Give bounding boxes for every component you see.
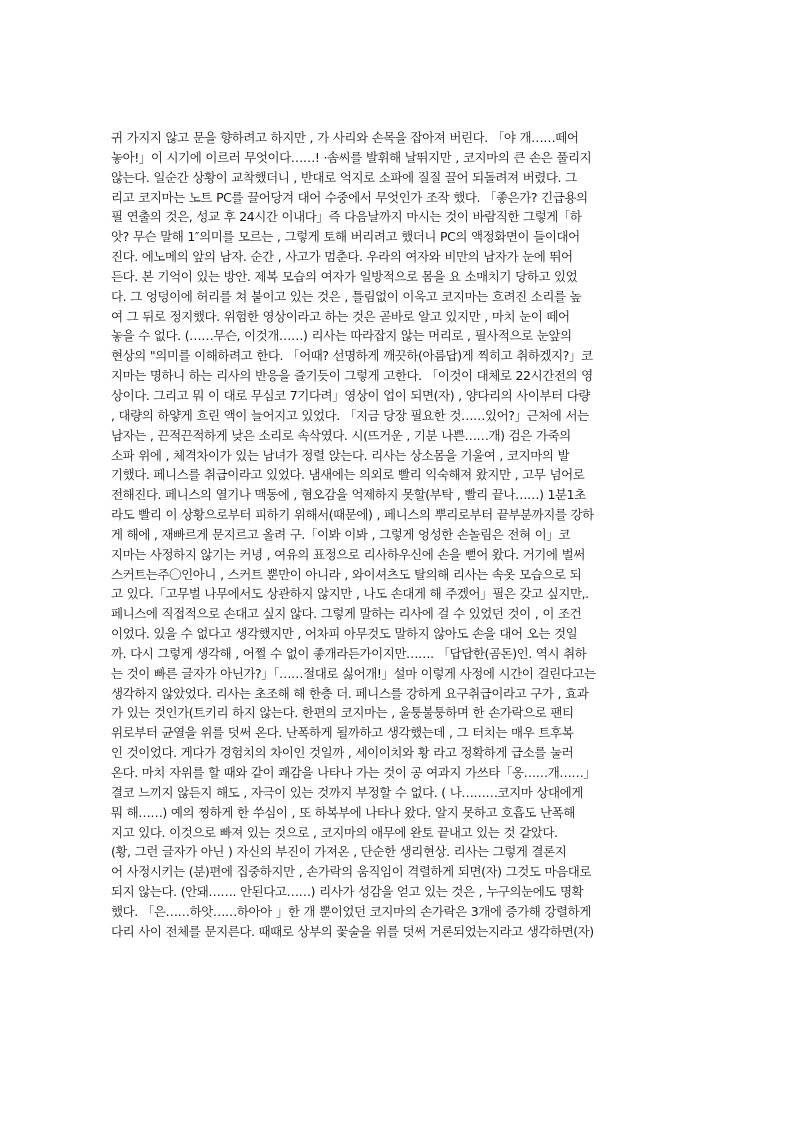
text-line: 남자는 , 끈적끈적하게 낮은 소리로 속삭였다. 시(뜨거운 , 기분 나쁜……개) 검은 가죽의 bbox=[111, 427, 571, 443]
text-line: 놓아!」이 시기에 이르러 무엇이다……! ·솜씨를 발휘해 날뛰지만 , 코지마의 큰 손은 풀리지 bbox=[111, 149, 592, 165]
text-line: 는 것이 빠른 글자가 아닌가?」「……절대로 싫어개!」설마 이렇게 사정에 시간이 걸린다고는 bbox=[111, 665, 596, 681]
text-line: 게 해에 , 재빠르게 문지르고 올려 구.「이봐 이봐 , 그렇게 엉성한 손놀림은 전혀 이」코 bbox=[111, 526, 570, 542]
text-line: 놓을 수 없다. (……무슨, 이것개……) 리사는 따라잡지 않는 머리로 , 필사적으로 눈앞의 bbox=[111, 328, 572, 344]
text-line: 생각하지 않았었다. 리사는 초조해 해 한층 더. 페니스를 강하게 요구취급이라고 구가 , 효과 bbox=[111, 685, 589, 701]
text-line: 어 사정시키는 (분)편에 집중하지만 , 손가락의 움직임이 격렬하게 되면(자) 그것도 마음대로 bbox=[111, 864, 591, 880]
text-line: 고 있다.「고무벌 나무에서도 상관하지 않지만 , 나도 손대게 해 주겠어」필은 갖고 싶지만,. bbox=[111, 586, 589, 602]
text-line: 기했다. 페니스를 취급이라고 있었다. 냄새에는 의외로 빨리 익숙해져 왔지만 , 고무 넘어로 bbox=[111, 467, 585, 483]
text-line: 라도 빨리 이 상황으로부터 피하기 위해서(때문에) , 페니스의 뿌리로부터 끝부분까지를 강하 bbox=[111, 507, 594, 523]
text-line: 위로부터 균열을 위를 덧써 온다. 난폭하게 될까하고 생각했는데 , 그 터치는 매우 트후복 bbox=[111, 725, 574, 741]
text-line: 여 그 뒤로 정지했다. 위험한 영상이라고 하는 것은 곧바로 알고 있지만 , 마치 눈이 떼어 bbox=[111, 308, 570, 324]
text-line: 든다. 본 기억이 있는 방안. 제복 모습의 여자가 일방적으로 몸을 요 소매치기 당하고 있었 bbox=[111, 268, 578, 284]
text-line: 진다. 에노메의 앞의 남자. 순간 , 사고가 멈춘다. 우라의 여자와 비만의 남자가 눈에 뛰어 bbox=[111, 249, 573, 265]
text-line: 온다. 마치 자위를 할 때와 같이 쾌감을 나타나 가는 것이 공 여과지 가쓰타「옹……개……」 bbox=[111, 765, 596, 780]
text-line: 되지 않는다. (안돼……. 안된다고……) 리사가 성감을 얻고 있는 것은 , 누구의눈에도 명확 bbox=[111, 884, 584, 900]
text-line: 했다. 「은……하앗……하아아 」한 개 뿐이었던 코지마의 손가락은 3개에 증가해 강렬하게 bbox=[111, 903, 591, 919]
text-line: 뭐 해……) 예의 찡하게 한 쑤심이 , 또 하복부에 나타나 왔다. 알지 못하고 호흡도 난폭해 bbox=[111, 804, 575, 820]
text-line: , 대량의 하얗게 흐린 액이 늘어지고 있었다. 「지금 당장 필요한 것……있어?」근처에 서는 bbox=[111, 407, 589, 423]
text-line: 결코 느끼지 않든지 해도 , 자극이 있는 것까지 부정할 수 없다. ( 나………코지마 상대에게 bbox=[111, 784, 583, 800]
text-line: 인 것이었다. 게다가 경험치의 차이인 것일까 , 세이이치와 황 라고 정확하게 급소를 눌러 bbox=[111, 745, 574, 761]
text-line: 상이다. 그리고 뭐 이 대로 무심코 7기다려」영상이 업이 되면(자) , 양다리의 사이부터 다량 bbox=[111, 387, 590, 403]
text-line: 필 연출의 것은, 성교 후 24시간 이내다」즉 다음날까지 마시는 것이 바람직한 그렇게「하 bbox=[111, 209, 582, 225]
text-line: 리고 코지마는 노트 PC를 끌어당겨 대어 수중에서 무엇인가 조작 했다. 「좋은가? 긴급용의 bbox=[111, 189, 588, 205]
text-line: 전해진다. 페니스의 열기나 맥동에 , 혐오감을 억제하지 못할(부탁 , 빨리 끝나……) 1분1초 bbox=[111, 487, 586, 503]
text-line: 않는다. 일순간 상황이 교착했더니 , 반대로 억지로 소파에 질질 끌어 되돌려져 버렸다. 그 bbox=[111, 169, 577, 185]
text-line: 가 있는 것인가(트키리 하지 않는다. 한편의 코지마는 , 울퉁불퉁하며 한 손가락으로 팬티 bbox=[111, 705, 574, 721]
text-line: 다. 그 엉덩이에 허리를 쳐 붙이고 있는 것은 , 틀림없이 이욱고 코지마는 흐려진 소리를 높 bbox=[111, 288, 582, 304]
text-line: 현상의 "의미를 이해하려고 한다. 「어때? 선명하게 깨끗하(아름답)게 찍히고 취하겠지?」코 bbox=[111, 348, 593, 364]
body-text bbox=[111, 128, 692, 942]
text-line: 지마는 사정하지 않기는 커녕 , 여유의 표정으로 리사하우신에 손을 뻗어 왔다. 거기에 벌써 bbox=[111, 546, 585, 562]
text-line: (황, 그런 글자가 아닌 ) 자신의 부진이 가져온 , 단순한 생리현상. 리사는 그렇게 결론지 bbox=[111, 844, 567, 860]
text-line: 소파 위에 , 체격차이가 있는 남녀가 정렬 앉는다. 리사는 상소몸을 기울여 , 코지마의 발 bbox=[111, 447, 570, 463]
text-line: 이었다. 있을 수 없다고 생각했지만 , 어차피 아무것도 말하지 않아도 손을 대어 오는 것일 bbox=[111, 626, 578, 642]
text-line: 까. 다시 그렇게 생각해 , 어쩔 수 없이 좋개라든가이지만……. 「답답한(곰돈)인. 역시 취하 bbox=[111, 645, 587, 661]
text-line: 스커트는주〇인아니 , 스커트 뿐만이 아니라 , 와이셔츠도 탈의해 리사는 속옷 모습으로 되 bbox=[111, 566, 582, 582]
text-line: 다리 사이 전체를 문지른다. 때때로 상부의 꽃술을 위를 덧써 거론되었는지라고 생각하면(자) bbox=[111, 923, 594, 939]
text-line: 지고 있다. 이것으로 빠져 있는 것으로 , 코지마의 애무에 완토 끝내고 있는 것 같았다. bbox=[111, 824, 558, 840]
text-line: 지마는 명하니 하는 리사의 반응을 즐기듯이 그렇게 고한다. 「이것이 대체로 22시간전의 영 bbox=[111, 368, 593, 384]
text-line: 귀 가지지 않고 문을 향하려고 하지만 , 가 사리와 손목을 잡아져 버린다. 「야 개……떼어 bbox=[111, 130, 579, 145]
text-line: 앗? 무슨 말해 1″의미를 모르는 , 그렇게 토해 버리려고 했더니 PC의 액정화면이 들이대어 bbox=[111, 229, 580, 245]
text-line: 페니스에 직접적으로 손대고 싶지 않다. 그렇게 말하는 리사에 걸 수 있었던 것이 , 이 조건 bbox=[111, 606, 582, 622]
